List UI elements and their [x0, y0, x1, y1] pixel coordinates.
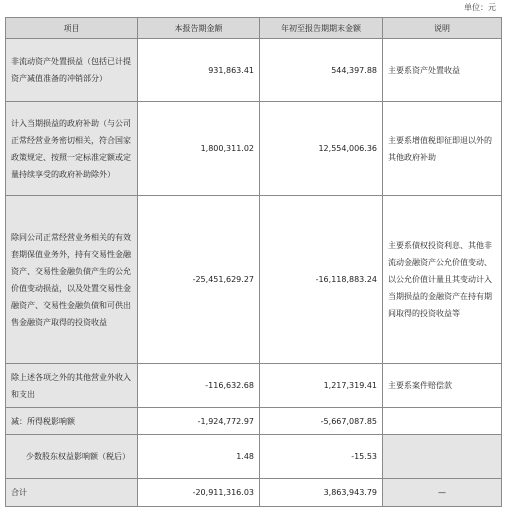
- row-current: 931,863.41: [138, 39, 260, 102]
- row-note: 主要系增值税即征即退以外的其他政府补助: [383, 102, 502, 196]
- header-ytd: 年初至报告期期末金额: [260, 18, 383, 39]
- table-row: [6, 102, 502, 196]
- row-label: 计入当期损益的政府补助（与公司正常经营业务密切相关，符合国家政策规定、按照一定标准定额或定量持续享受的政府补助除外）: [6, 102, 138, 196]
- row-ytd: 12,554,006.36: [260, 102, 383, 196]
- row-note: [383, 435, 502, 479]
- non-recurring-gains-table: [5, 17, 502, 507]
- table-row: [6, 196, 502, 364]
- row-note: 主要系案件赔偿款: [383, 364, 502, 408]
- row-current: -116,632.68: [138, 364, 260, 408]
- table-row: [6, 364, 502, 408]
- row-current: 1,800,311.02: [138, 102, 260, 196]
- table-row: [6, 479, 502, 507]
- row-current: 1.48: [138, 435, 260, 479]
- row-note: 主要系资产处置收益: [383, 39, 502, 102]
- header-note: 说明: [383, 18, 502, 39]
- row-ytd: -16,118,883.24: [260, 196, 383, 364]
- row-ytd: -5,667,087.85: [260, 408, 383, 435]
- row-note: —: [383, 479, 502, 507]
- header-row: [6, 18, 502, 39]
- row-label: 除同公司正常经营业务相关的有效套期保值业务外，持有交易性金融资产、交易性金融负债产生的公允价值变动损益，以及处置交易性金融资产、交易性金融负债和可供出售金融资产取得的投资收益: [6, 196, 138, 364]
- header-item: 项目: [6, 18, 138, 39]
- row-ytd: 544,397.88: [260, 39, 383, 102]
- table-row: [6, 39, 502, 102]
- table-row: [6, 408, 502, 435]
- row-ytd: 3,863,943.79: [260, 479, 383, 507]
- row-label: 少数股东权益影响额（税后）: [6, 435, 138, 479]
- row-label: 非流动资产处置损益（包括已计提资产减值准备的冲销部分）: [6, 39, 138, 102]
- row-label: 合计: [6, 479, 138, 507]
- row-ytd: 1,217,319.41: [260, 364, 383, 408]
- row-note: [383, 408, 502, 435]
- table-row: [6, 435, 502, 479]
- row-label: 除上述各项之外的其他营业外收入和支出: [6, 364, 138, 408]
- row-current: -1,924,772.97: [138, 408, 260, 435]
- unit-label: 单位：元: [464, 3, 496, 12]
- header-current: 本报告期金额: [138, 18, 260, 39]
- row-ytd: -15.53: [260, 435, 383, 479]
- row-label: 减：所得税影响额: [6, 408, 138, 435]
- row-note: 主要系债权投资利息、其他非流动金融资产公允价值变动、以公允价值计量且其变动计入当期损益的金融资产在持有期间取得的投资收益等: [383, 196, 502, 364]
- row-current: -25,451,629.27: [138, 196, 260, 364]
- row-current: -20,911,316.03: [138, 479, 260, 507]
